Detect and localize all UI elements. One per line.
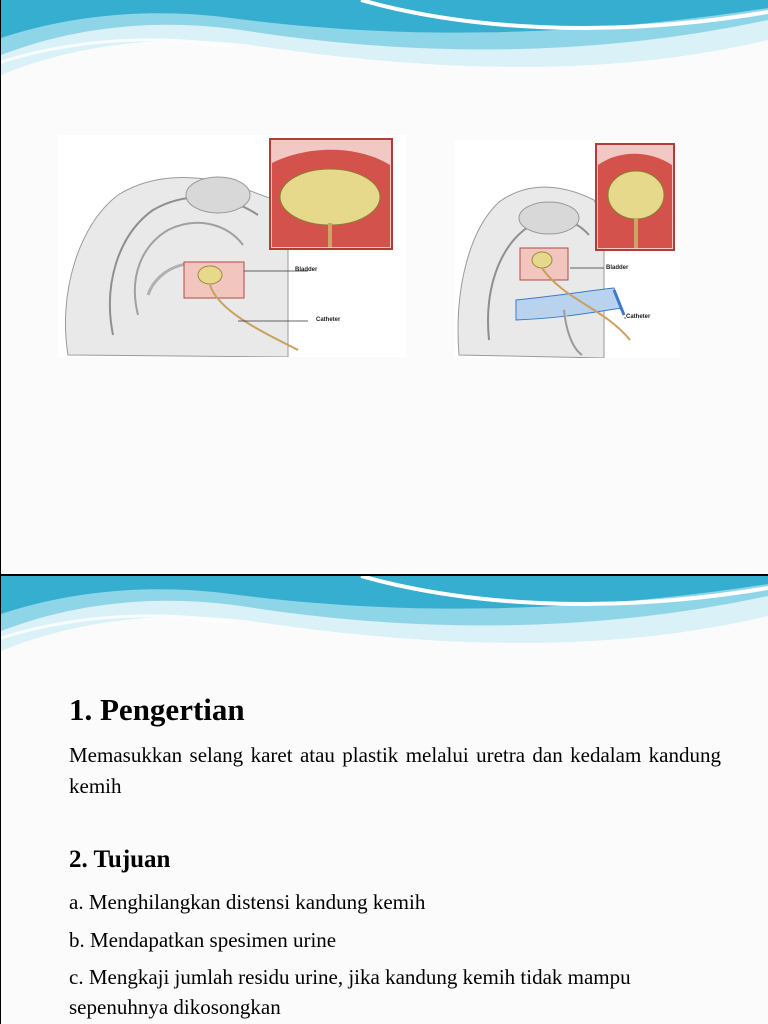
definition-text: Memasukkan selang karet atau plastik melalui uretra dan kedalam kandung kemih: [69, 743, 721, 798]
female-anatomy-drawing: [58, 135, 406, 357]
male-anatomy-drawing: [454, 140, 680, 358]
section-title-pengertian: 1. Pengertian: [69, 692, 245, 727]
slide-1: [1, 0, 768, 574]
bladder-label-female: Bladder: [295, 267, 318, 273]
bladder-label-male: Bladder: [606, 265, 629, 271]
header-wave-decoration: [1, 576, 768, 666]
female-catheter-illustration: [58, 135, 406, 357]
list-item: c. Mengkaji jumlah residu urine, jika kandung kemih tidak mampu sepenuhnya dikosongkan: [69, 965, 631, 1019]
catheter-label-female: Catheter: [316, 317, 341, 323]
list-item: b. Mendapatkan spesimen urine: [69, 928, 337, 952]
list-item: a. Menghilangkan distensi kandung kemih: [69, 890, 426, 914]
catheter-label-male: Catheter: [626, 314, 651, 320]
section-title-tujuan: 2. Tujuan: [69, 846, 171, 873]
male-catheter-illustration: [454, 140, 680, 358]
header-wave-decoration: [1, 0, 768, 90]
